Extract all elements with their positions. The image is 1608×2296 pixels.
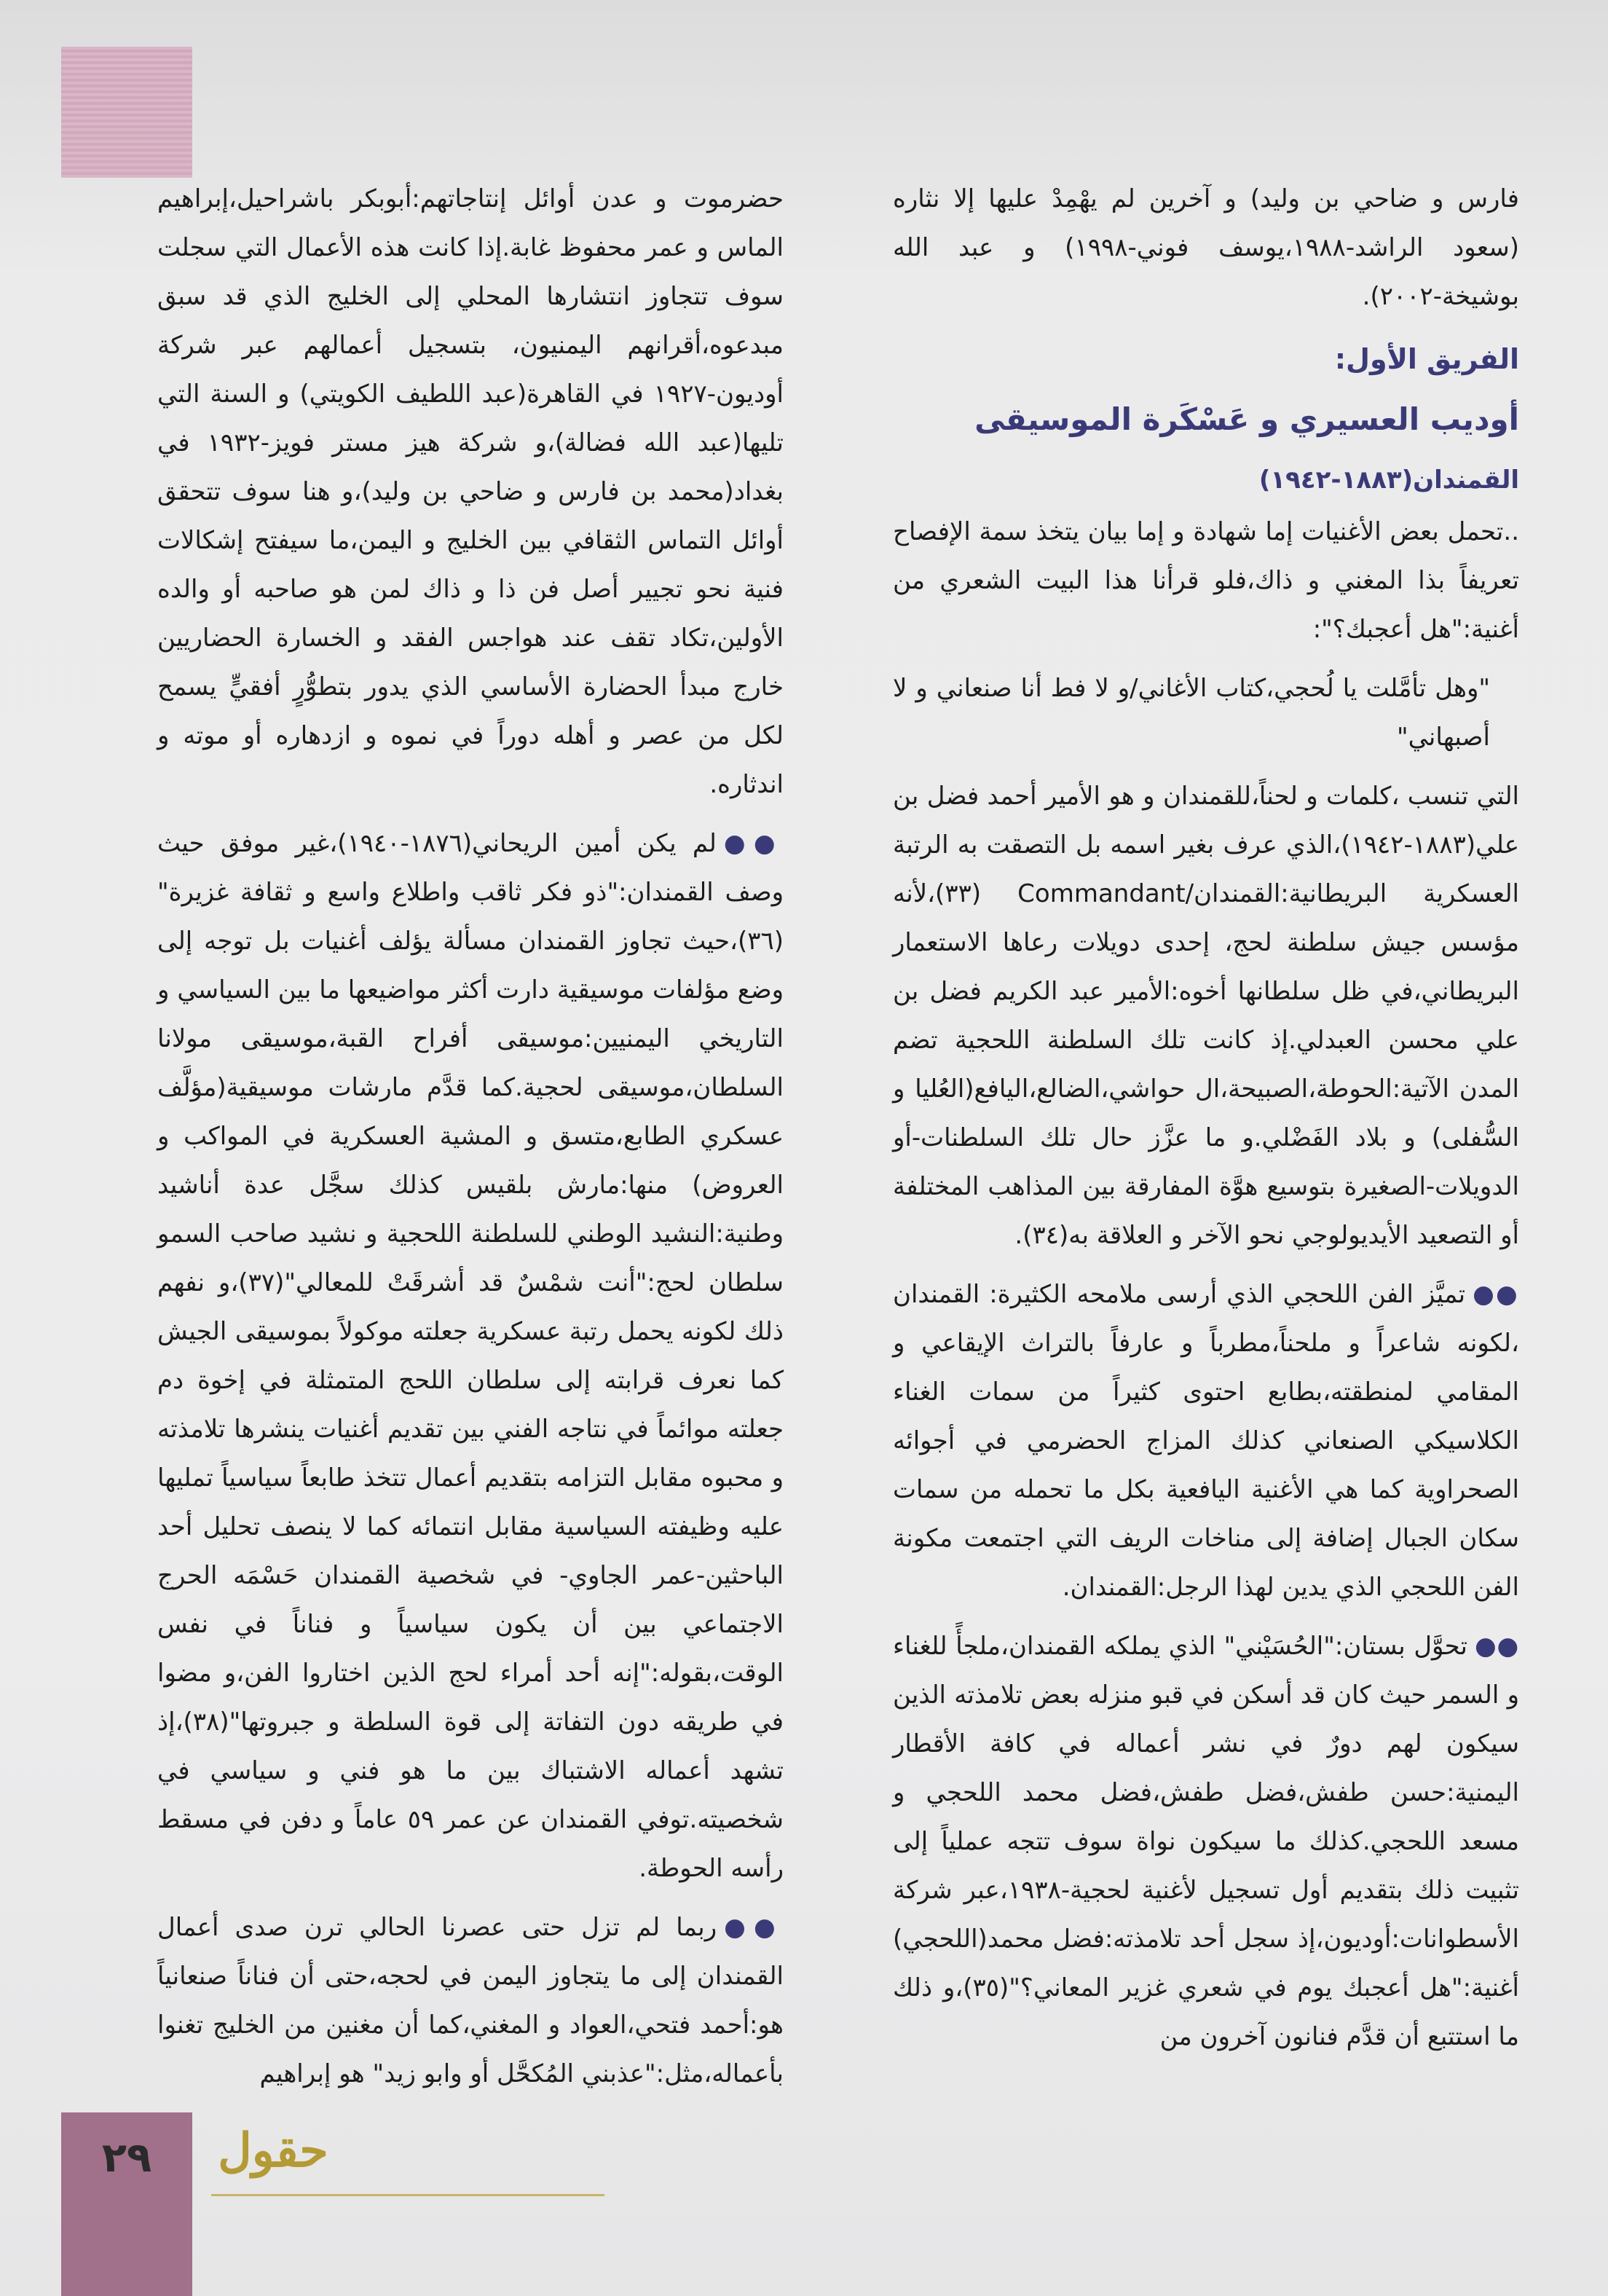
paragraph (893, 1622, 1519, 2061)
paragraph-text: تميَّز الفن اللحجي الذي أرسى ملامحه الكثيرة: القمندان ،لكونه شاعراً و ملحناً،مطرباً و عارفاً بالتراث الإيقاعي و المقامي لمنطقته،بطابع احتوى كثيراً من سمات الغناء الكلاسيكي الصنعاني كذلك المزاج الحضرمي في أجوائه الصحراوية كما هي الأغنية اليافعية بكل ما تحمله من سمات سكان الجبال إضافة إلى مناخات الريف التي اجتمعت مكونة الفن اللحجي الذي يدين لهذا الرجل:القمندان. (893, 1280, 1519, 1602)
bullet-icon: ●● (723, 829, 784, 858)
paragraph: ..تحمل بعض الأغنيات إما شهادة و إما بيان يتخذ سمة الإفصاح تعريفاً بذا المغني و ذاك،فلو قرأنا هذا البيت الشعري من أغنية:"هل أعجبك؟": (893, 517, 1519, 644)
paragraph-text: لم يكن أمين الريحاني(١٨٧٦-١٩٤٠)،غير موفق حيث وصف القمندان:"ذو فكر ثاقب واطلاع واسع و ثقافة غزيرة"(٣٦)،حيث تجاوز القمندان مسألة يؤلف أغنيات بل توجه إلى وضع مؤلفات موسيقية دارت أكثر مواضيعها ما بين السياسي و التاريخي اليمنيين:موسيقى أفراح القبة،موسيقى مولانا السلطان،موسيقى لحجية.كما قدَّم مارشات موسيقية(مؤلَّف عسكري الطابع،متسق و المشية العسكرية في المواكب و العروض) منها:مارش بلقيس كذلك سجَّل عدة أناشيد وطنية:النشيد الوطني للسلطنة اللحجية و نشيد صاحب السمو سلطان لحج:"أنت شمْسٌ قد أشرقَتْ للمعالي"(٣٧)،و نفهم ذلك لكونه يحمل رتبة عسكرية جعلته موكولاً بموسيقى الجيش كما نعرف قرابته إلى سلطان اللحج المتمثلة في إخوة دم جعلته موائماً في نتاجه الفني بين تقديم أغنيات ينشرها تلامذته و محبوه مقابل التزامه بتقديم أعمال تتخذ طابعاً سياسياً تمليها عليه وظيفته السياسية مقابل انتمائه كما لا ينصف تحليل أحد الباحثين-عمر الجاوي- في شخصية القمندان حَسْمَه الحرج الاجتماعي بين أن يكون سياسياً و فناناً في نفس الوقت،بقوله:"إنه أحد أمراء لحج الذين اختاروا الفن،و مضوا في طريقه دون التفاتة إلى قوة السلطة و جبروتها"(٣٨)،إذ تشهد أعماله الاشتباك بين ما هو فني و سياسي في شخصيته.توفي القمندان عن عمر ٥٩ عاماً و دفن في مسقط رأسه الحوطة. (157, 829, 784, 1883)
bullet-icon: ●● (1473, 1280, 1519, 1309)
left-column (157, 175, 784, 2109)
page-number: ٢٩ (101, 2134, 152, 2182)
poem-quote: "وهل تأمَّلت يا لُحجي،كتاب الأغاني/و لا فط أنا صنعاني و لا أصبهاني" (893, 674, 1490, 752)
paragraph (157, 819, 784, 1893)
footer-divider (211, 2194, 604, 2196)
magazine-logo: حقول (218, 2123, 328, 2178)
paragraph: التي تنسب ،كلمات و لحناً،للقمندان و هو الأمير أحمد فضل بن علي(١٨٨٣-١٩٤٢)،الذي عرف بغير اسمه بل التصقت به الرتبة العسكرية البريطانية:القمندان/Commandant (٣٣)،لأنه مؤسس جيش سلطنة لحج، إحدى دويلات رعاها الاستعمار البريطاني،في ظل سلطانها أخوه:الأمير عبد الكريم فضل بن علي محسن العبدلي.إذ كانت تلك السلطنة اللحجية تضم المدن الآتية:الحوطة،الصبيحة،ال حواشي،الضالع،اليافع(العُليا و السُّفلى) و بلاد الفَضْلي.و ما عزَّز حال تلك السلطنات-أو الدويلات-الصغيرة بتوسيع هوَّة المفارقة بين المذاهب المختلفة أو التصعيد الأيديولوجي نحو الآخر و العلاقة به(٣٤). (893, 782, 1519, 1250)
bullet-icon: ●● (724, 1913, 784, 1942)
decorative-corner-square (61, 47, 192, 178)
section-heading: الفريق الأول: (1334, 343, 1519, 375)
article-subtitle: القمندان(١٨٨٣-١٩٤٢) (1258, 465, 1519, 495)
bullet-icon: ●● (1475, 1632, 1519, 1661)
paragraph-text: تحوَّل بستان:"الحُسَيْني" الذي يملكه القمندان،ملجأً للغناء و السمر حيث كان قد أسكن في قبو منزله بعض تلامذته الذين سيكون لهم دورٌ في نشر أعماله في كافة الأقطار اليمنية:حسن طفش،فضل طفش،فضل محمد اللحجي و مسعد اللحجي.كذلك ما سيكون نواة سوف تتجه عملياً إلى تثبيت ذلك بتقديم أول تسجيل لأغنية لحجية-١٩٣٨،عبر شركة الأسطوانات:أوديون،إذ سجل أحد تلامذته:فضل محمد(اللحجي) أغنية:"هل أعجبك يوم في شعري غزير المعاني؟"(٣٥)،و ذلك ما استتبع أن قدَّم فنانون آخرون من (893, 1632, 1520, 2051)
right-column (893, 175, 1519, 2072)
article-title: أوديب العسيري و عَسْكَرة الموسيقى (974, 401, 1519, 437)
paragraph-text: ربما لم تزل حتى عصرنا الحالي ترن صدى أعمال القمندان إلى ما يتجاوز اليمن في لحجه،حتى أن فناناً صنعانياً هو:أحمد فتحي،العواد و المغني،كما أن مغنين من الخليج تغنوا بأعماله،مثل:"عذبني المُكحَّل أو وابو زيد" هو إبراهيم (157, 1913, 784, 2088)
intro-paragraph: فارس و ضاحي بن وليد) و آخرين لم يهْمِدْ عليها إلا نثاره (سعود الراشد-١٩٨٨،يوسف فوني-١٩٩٨) و عبد الله بوشيخة-٢٠٠٢). (893, 184, 1519, 311)
paragraph (893, 1270, 1519, 1612)
paragraph: حضرموت و عدن أوائل إنتاجاتهم:أبوبكر باشراحيل،إبراهيم الماس و عمر محفوظ غابة.إذا كانت هذه الأعمال التي سجلت سوف تتجاوز انتشارها المحلي إلى الخليج الذي قد سبق مبدعوه،أقرانهم اليمنيون، بتسجيل أعمالهم عبر شركة أوديون-١٩٢٧ في القاهرة(عبد اللطيف الكويتي) و السنة التي تليها(عبد الله فضالة)،و شركة هيز مستر فويز-١٩٣٢ في بغداد(محمد بن فارس و ضاحي بن وليد)،و هنا سوف تتحقق أوائل التماس الثقافي بين الخليج و اليمن،ما سيفتح إشكالات فنية نحو تجيير أصل فن ذا و ذاك لمن هو صاحبه أو والده الأولين،تكاد تقف عند هواجس الفقد و الخسارة الحضاريين خارج مبدأ الحضارة الأساسي الذي يدور بتطوُّرٍ أفقيٍّ يسمح لكل من عصر و أهله دوراً في نموه و ازدهاره أو موته و اندثاره. (157, 184, 784, 799)
paragraph (157, 1903, 784, 2099)
